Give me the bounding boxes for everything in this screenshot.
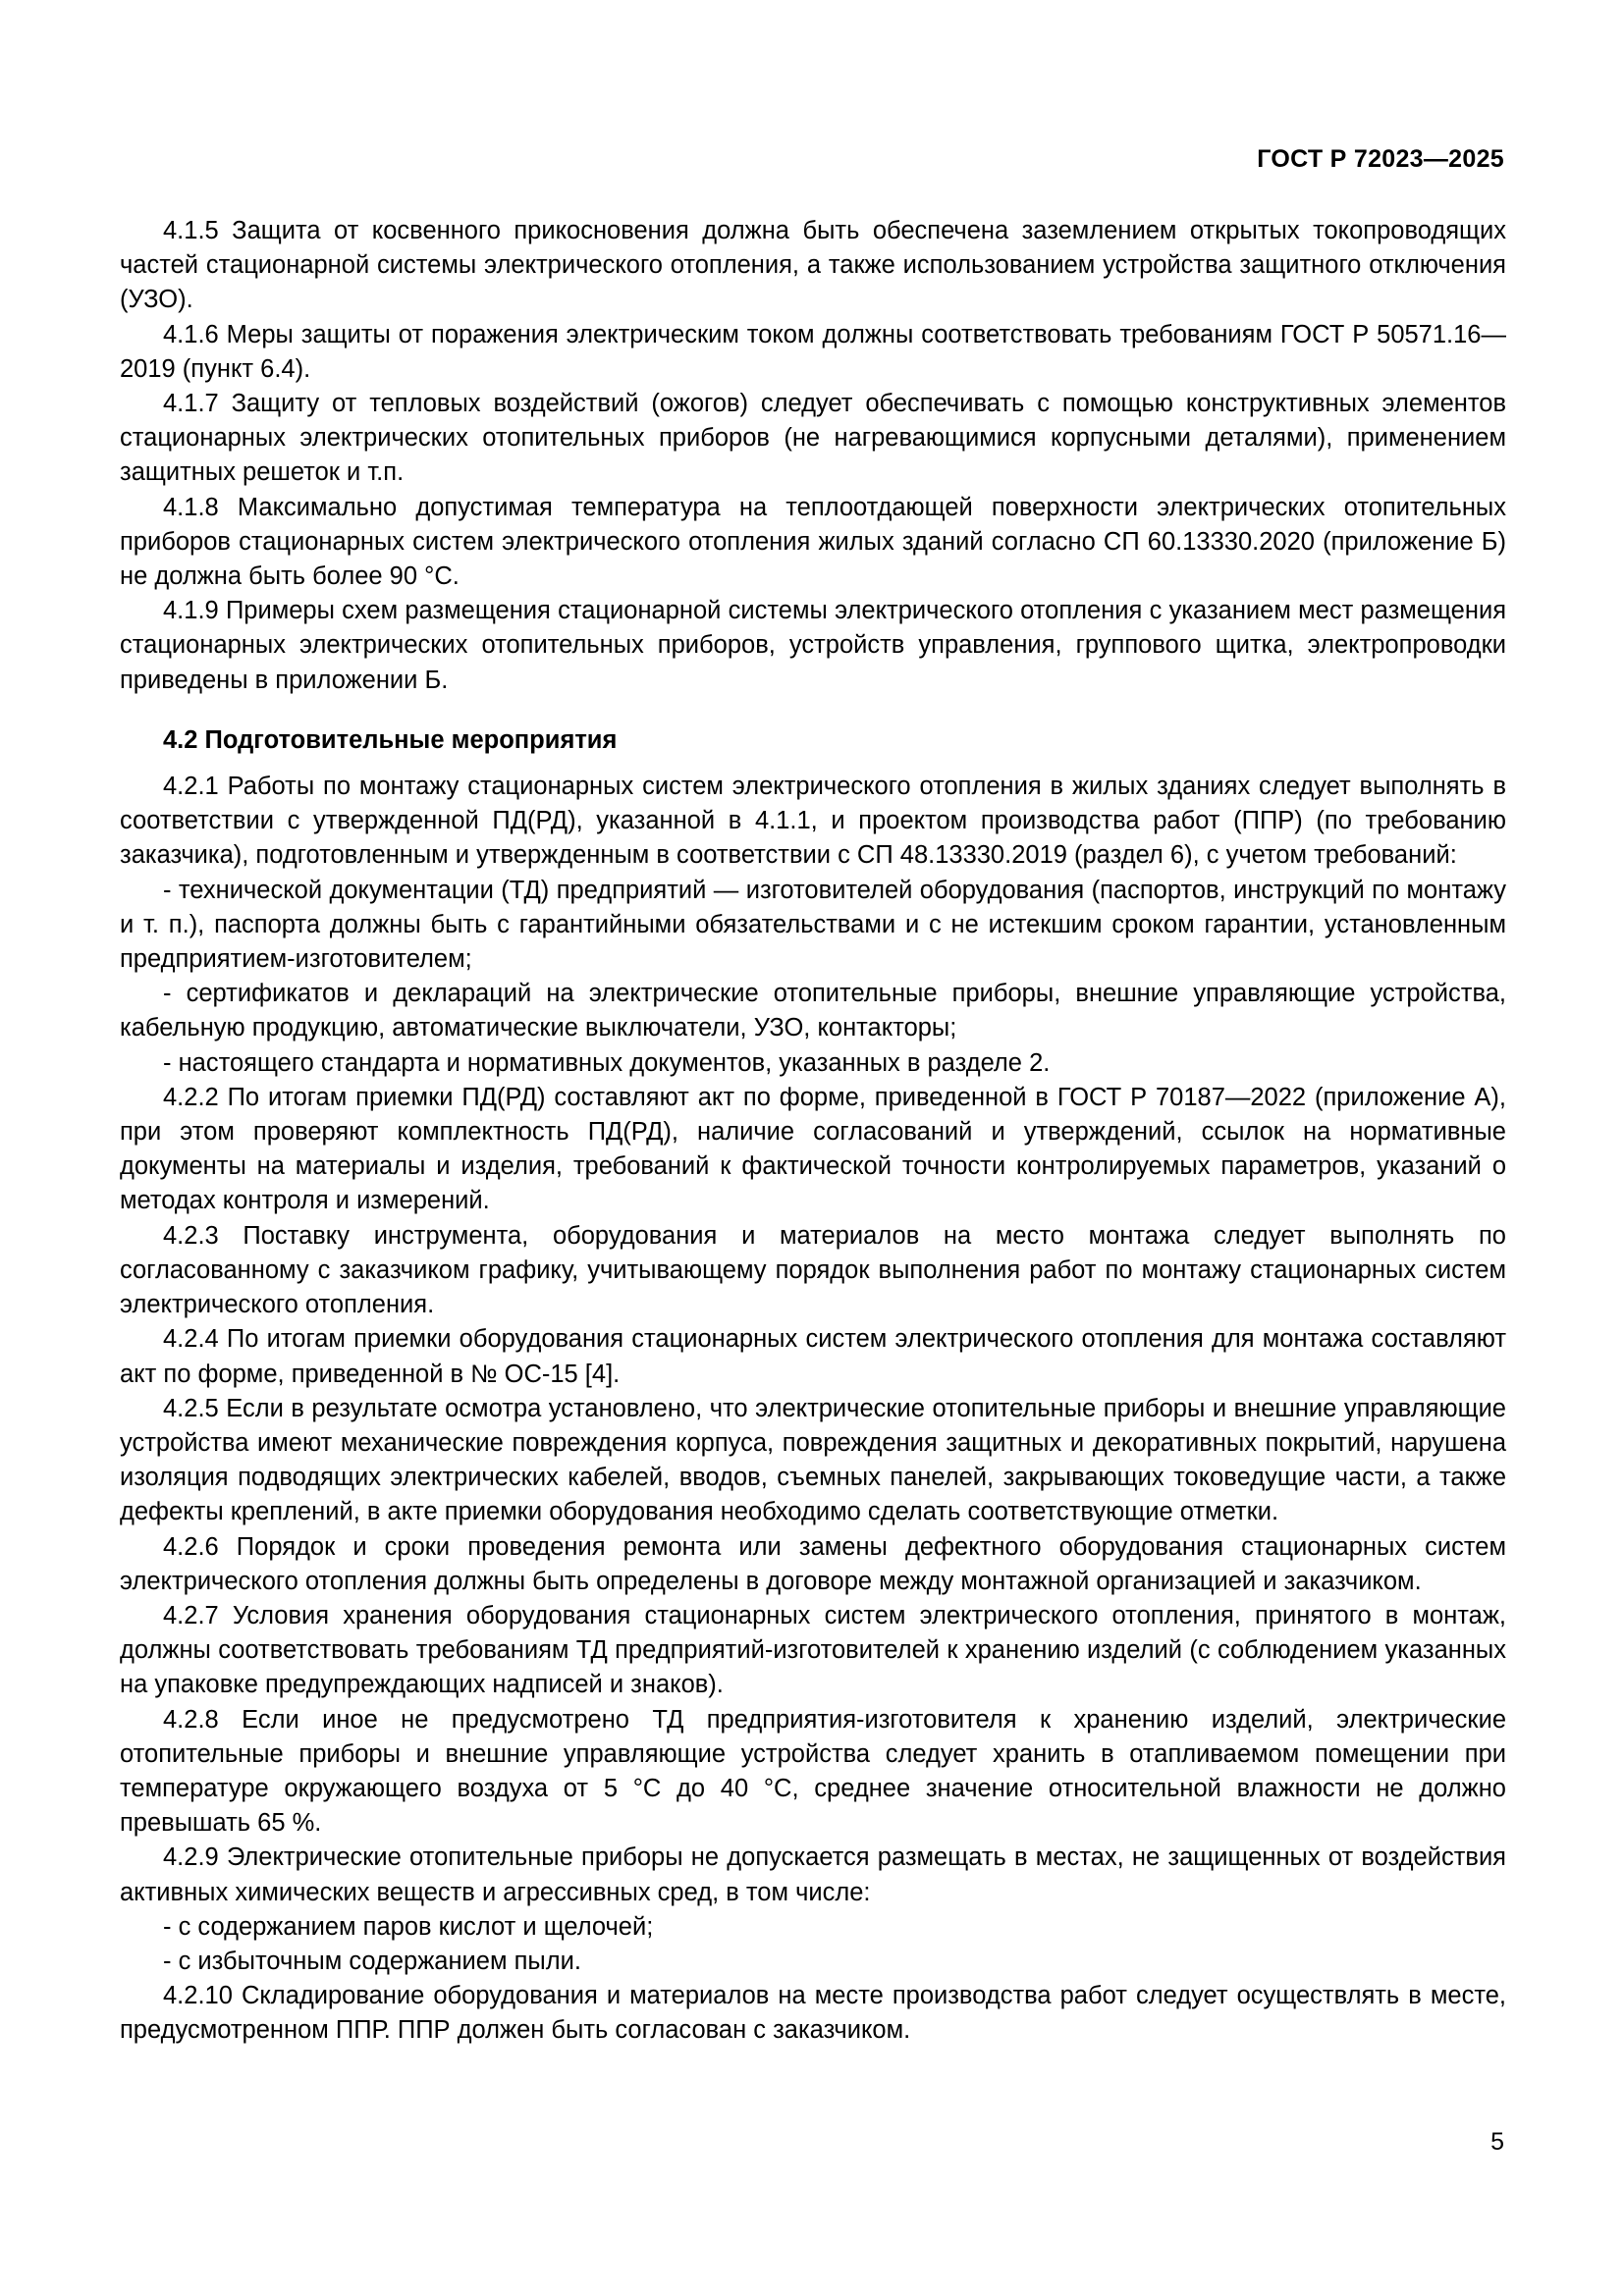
paragraph-4-2-4: 4.2.4 По итогам приемки оборудования стационарных систем электрического отопления для монтажа составляют акт по форме, приведенной в № ОС-15 [4]. [120, 1325, 1506, 1388]
list-item-certificates: - сертификатов и деклараций на электрические отопительные приборы, внешние управляющие устройства, кабельную продукцию, автоматические выключатели, УЗО, контакторы; [120, 980, 1506, 1042]
paragraph-4-2-6: 4.2.6 Порядок и сроки проведения ремонта или замены дефектного оборудования стационарных систем электрического отопления должны быть определены в договоре между монтажной организацией и заказчиком. [120, 1532, 1506, 1595]
paragraph-4-2-1: 4.2.1 Работы по монтажу стационарных систем электрического отопления в жилых зданиях следует выполнять в соответствии с утвержденной ПД(РД), указанной в 4.1.1, и проектом производства работ (ППР) (по требованию заказчика), подготовленным и утвержденным в соответствии с СП 48.13330.2019 (раздел 6), с учетом требований: [120, 773, 1506, 870]
page-content [120, 214, 1506, 2049]
page-number: 5 [1490, 2128, 1504, 2156]
paragraph-4-2-7: 4.2.7 Условия хранения оборудования стационарных систем электрического отопления, принятого в монтаж, должны соответствовать требованиям ТД предприятий-изготовителей к хранению изделий (с соблюдением указанных на упаковке предупреждающих надписей и знаков). [120, 1601, 1506, 1699]
list-item-technical-documentation: - технической документации (ТД) предприятий — изготовителей оборудования (паспортов, инструкций по монтажу и т. п.), паспорта должны быть с гарантийными обязательствами и с не истекшим сроком гарантии, установленным предприятием-изготовителем; [120, 876, 1506, 974]
section-heading-4-2: 4.2 Подготовительные мероприятия [163, 725, 618, 754]
paragraph-4-1-5: 4.1.5 Защита от косвенного прикосновения должна быть обеспечена заземлением открытых токопроводящих частей стационарной системы электрического отопления, а также использованием устройства защитного отключения (УЗО). [120, 217, 1506, 314]
list-item-standard-documents: - настоящего стандарта и нормативных документов, указанных в разделе 2. [163, 1048, 1051, 1077]
paragraph-4-1-7: 4.1.7 Защиту от тепловых воздействий (ожогов) следует обеспечивать с помощью конструктивных элементов стационарных электрических отопительных приборов (не нагревающимися корпусными деталями), применением защитных решеток и т.п. [120, 390, 1506, 487]
paragraph-4-2-5: 4.2.5 Если в результате осмотра установлено, что электрические отопительные приборы и внешние управляющие устройства имеют механические повреждения корпуса, повреждения защитных и декоративных покрытий, нарушена изоляция подводящих электрических кабелей, вводов, съемных панелей, закрывающих токоведущие части, а также дефекты креплений, в акте приемки оборудования необходимо сделать соответствующие отметки. [120, 1394, 1506, 1526]
paragraph-4-2-3: 4.2.3 Поставку инструмента, оборудования и материалов на место монтажа следует выполнять по согласованному с заказчиком графику, учитывающему порядок выполнения работ по монтажу стационарных систем электрического отопления. [120, 1221, 1506, 1319]
paragraph-4-2-10: 4.2.10 Складирование оборудования и материалов на месте производства работ следует осуществлять в месте, предусмотренном ППР. ППР должен быть согласован с заказчиком. [120, 1982, 1506, 2045]
paragraph-4-1-9: 4.1.9 Примеры схем размещения стационарной системы электрического отопления с указанием мест размещения стационарных электрических отопительных приборов, устройств управления, группового щитка, электропроводки приведены в приложении Б. [120, 597, 1506, 694]
paragraph-4-2-8: 4.2.8 Если иное не предусмотрено ТД предприятия-изготовителя к хранению изделий, электрические отопительные приборы и внешние управляющие устройства следует хранить в отапливаемом помещении при температуре окружающего воздуха от 5 °С до 40 °С, среднее значение относительной влажности не должно превышать 65 %. [120, 1705, 1506, 1838]
paragraph-4-2-9: 4.2.9 Электрические отопительные приборы не допускается размещать в местах, не защищенных от воздействия активных химических веществ и агрессивных сред, в том числе: [120, 1843, 1506, 1906]
paragraph-4-1-8: 4.1.8 Максимально допустимая температура на теплоотдающей поверхности электрических отопительных приборов стационарных систем электрического отопления жилых зданий согласно СП 60.13330.2020 (приложение Б) не должна быть более 90 °С. [120, 493, 1506, 591]
paragraph-4-1-6: 4.1.6 Меры защиты от поражения электрическим током должны соответствовать требованиям ГОСТ Р 50571.16—2019 (пункт 6.4). [120, 320, 1506, 383]
list-item-excess-dust: - с избыточным содержанием пыли. [163, 1947, 581, 1975]
list-item-acid-vapors: - с содержанием паров кислот и щелочей; [163, 1912, 654, 1941]
page-header-standard-number: ГОСТ Р 72023—2025 [1257, 145, 1504, 173]
paragraph-4-2-2: 4.2.2 По итогам приемки ПД(РД) составляют акт по форме, приведенной в ГОСТ Р 70187—2022 (приложение А), при этом проверяют комплектность ПД(РД), наличие согласований и утверждений, ссылок на нормативные документы на материалы и изделия, требований к фактической точности контролируемых параметров, указаний о методах контроля и измерений. [120, 1083, 1506, 1215]
